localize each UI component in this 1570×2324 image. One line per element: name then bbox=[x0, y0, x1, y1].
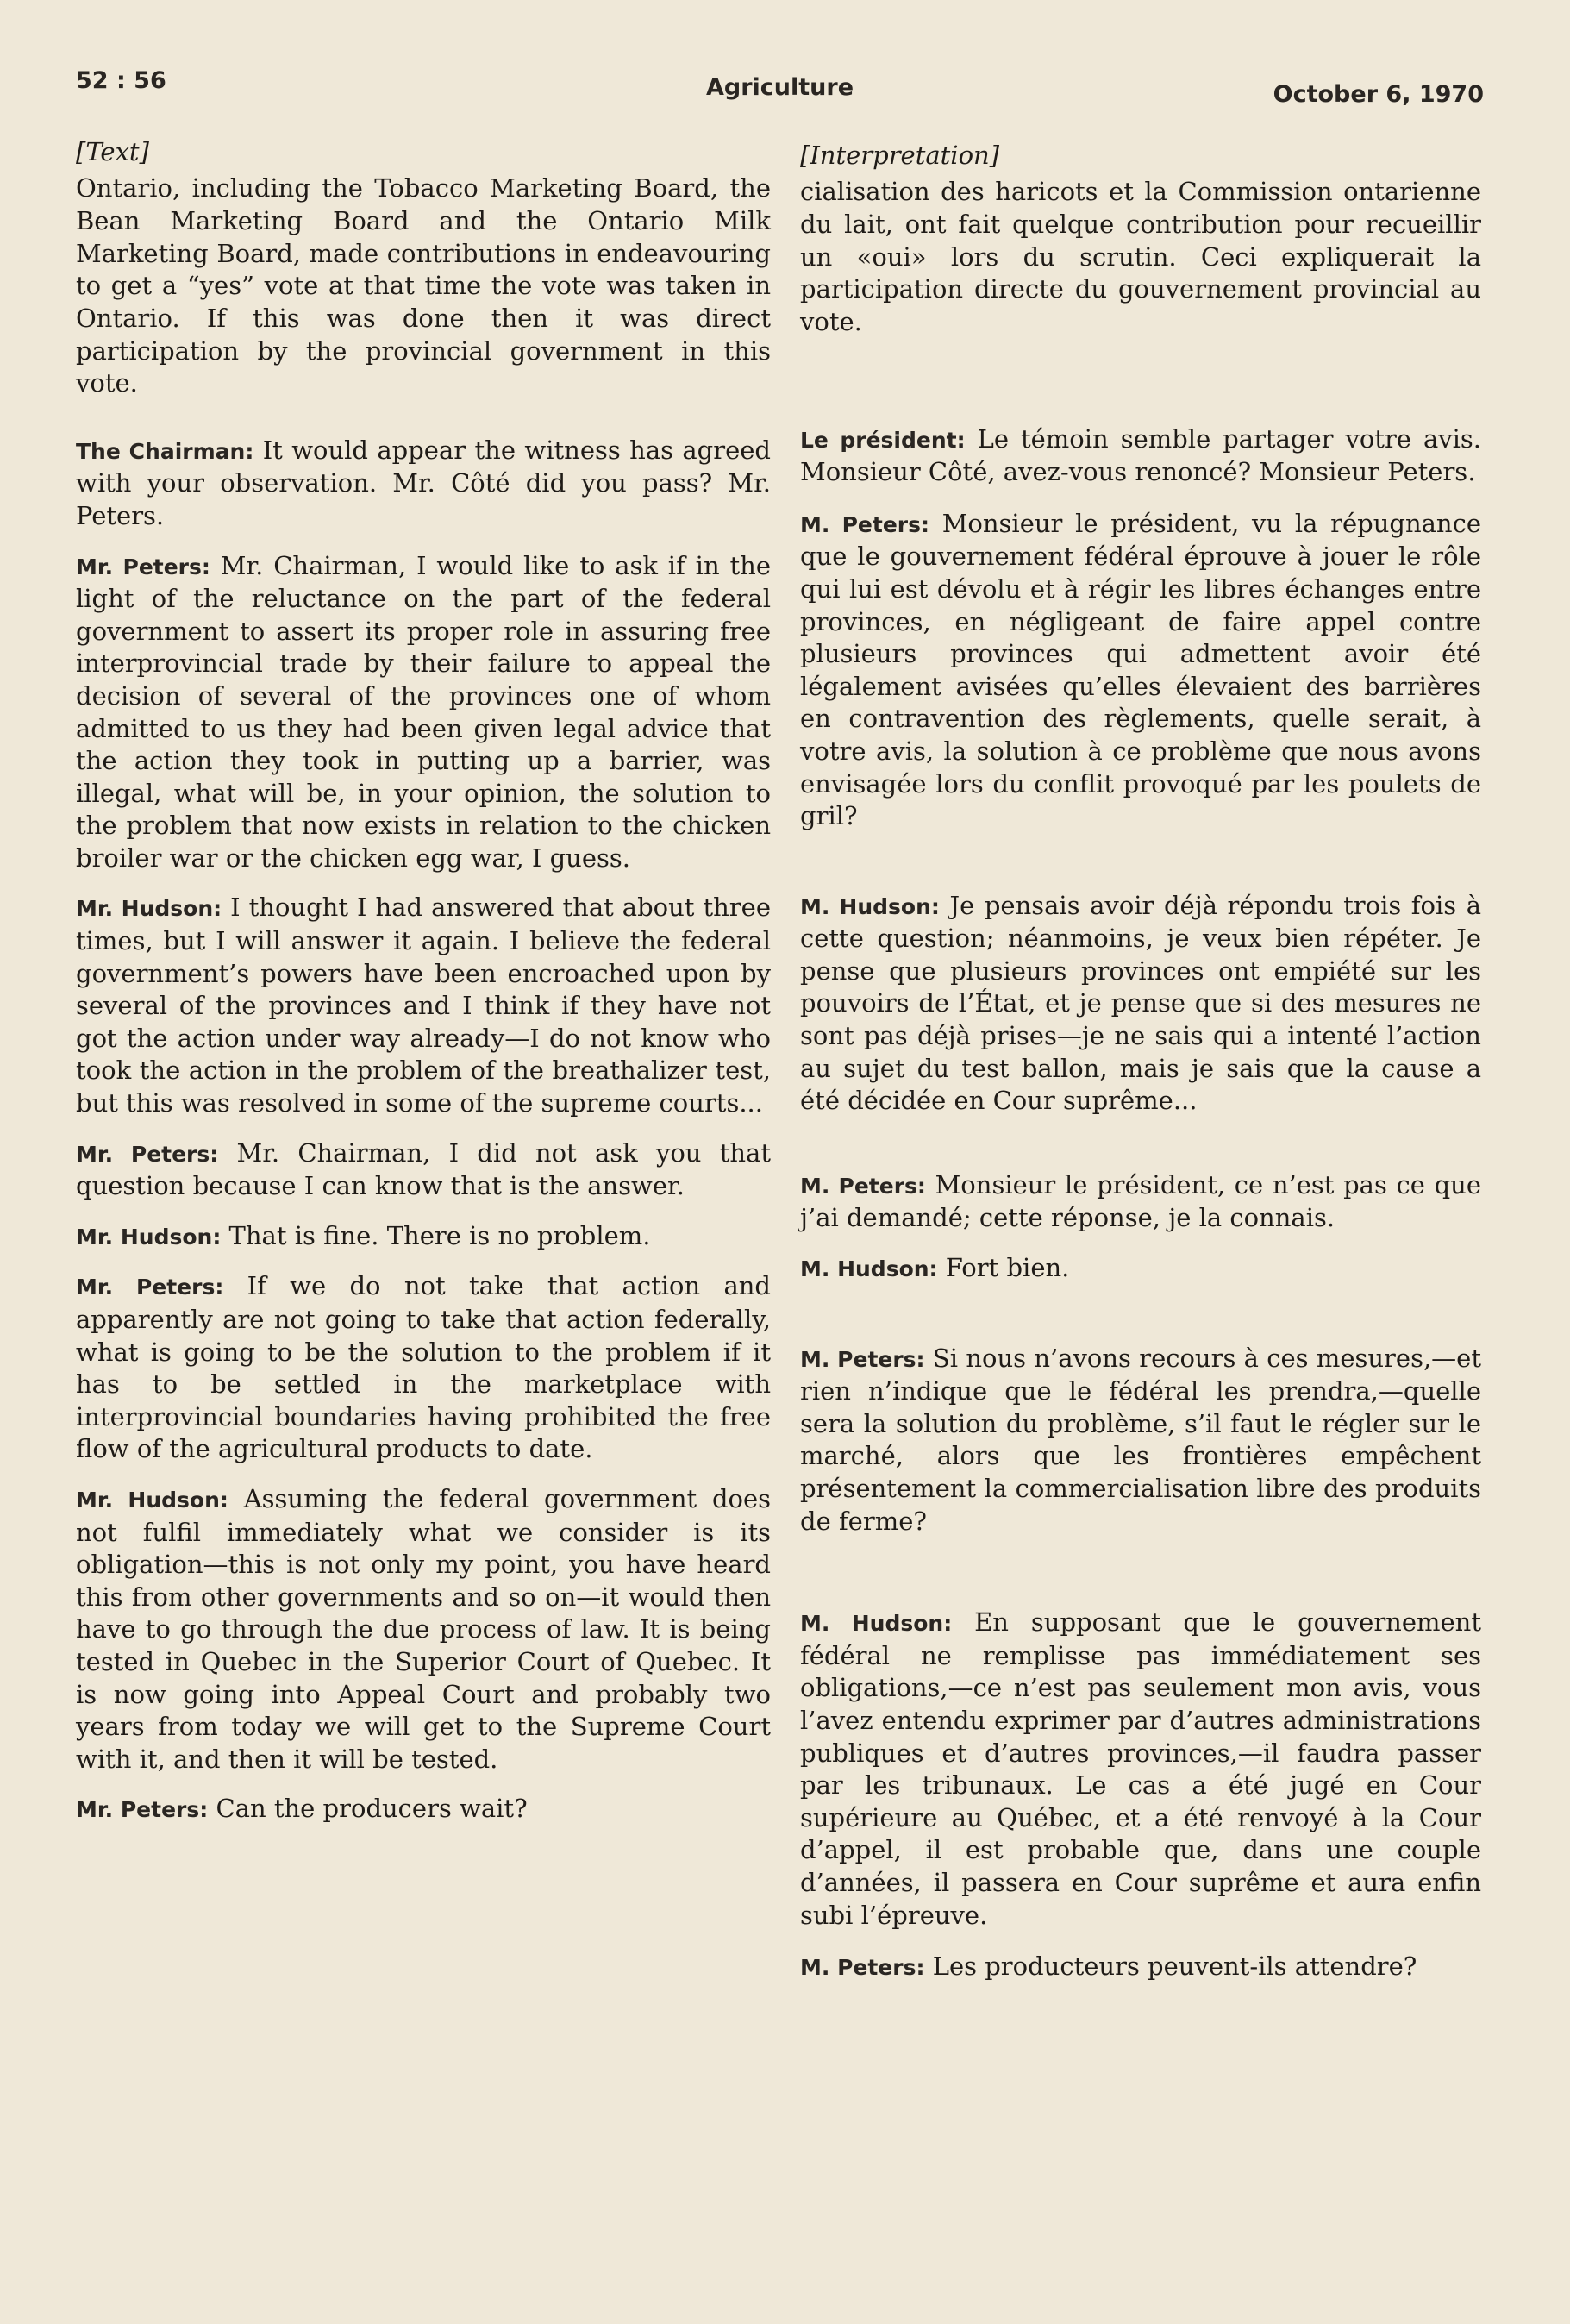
speaker-label: M. Peters: bbox=[800, 511, 929, 537]
paragraph bbox=[800, 508, 1481, 833]
paragraph bbox=[800, 1607, 1481, 1932]
paragraph-text: cialisation des haricots et la Commission ontarienne du lait, ont fait quelque contribution pour recueillir un «oui» lors du scrutin. Ceci expliquerait la participation directe du gouvernement provincial au vote. bbox=[800, 176, 1481, 336]
paragraph bbox=[800, 1951, 1481, 1984]
paragraph-text: Fort bien. bbox=[945, 1253, 1070, 1283]
speaker-label: M. Hudson: bbox=[800, 1611, 953, 1637]
speaker-label: Mr. Peters: bbox=[76, 1275, 224, 1300]
paragraph-text: Le témoin semble partager votre avis. Monsieur Côté, avez-vous renoncé? Monsieur Peters. bbox=[800, 423, 1481, 487]
speaker-label: Mr. Hudson: bbox=[76, 896, 222, 922]
paragraph bbox=[76, 172, 771, 400]
paragraph bbox=[800, 1169, 1481, 1235]
speaker-label: Le président: bbox=[800, 427, 966, 453]
paragraph-text: Je pensais avoir déjà répondu trois fois à cette question; néanmoins, je veux bien répéter. Je pense que plusieurs provinces ont empiété sur les pouvoirs de l’État, et je pense que si des mesures ne sont pas déjà prises—je ne sais qui a intenté l’action au sujet du test ballon, mais je sais que la cause a été décidée en Cour suprême... bbox=[800, 890, 1482, 1116]
paragraph bbox=[76, 892, 771, 1119]
page-number: 52 : 56 bbox=[76, 67, 166, 94]
column-heading-text: [Text] bbox=[76, 137, 149, 166]
paragraph-text: Monsieur le président, ce n’est pas ce que j’ai demandé; cette réponse, je la connais. bbox=[800, 1169, 1481, 1233]
speaker-label: Mr. Peters: bbox=[76, 1141, 219, 1167]
speaker-label: Mr. Peters: bbox=[76, 1797, 209, 1823]
paragraph-text: I thought I had answered that about three times, but I will answer it again. I believe the federal government’s powers have been encroached upon by several of the provinces and I think if they have not got the action under way already—I do not know who took the action in the problem of the breathalizer test, but this was resolved in some of the supreme courts... bbox=[76, 893, 771, 1118]
paragraph-text: Ontario, including the Tobacco Marketing Board, the Bean Marketing Board and the Ontario Milk Marketing Board, made contributions in endeavouring to get a “yes” vote at that time the vote was taken in Ontario. If this was done then it was direct participation by the provincial government in this vote. bbox=[76, 172, 771, 398]
paragraph bbox=[800, 423, 1481, 489]
running-header bbox=[76, 62, 1484, 108]
paragraph bbox=[800, 176, 1481, 339]
paragraph bbox=[76, 1220, 771, 1254]
paragraph bbox=[76, 435, 771, 533]
paragraph-text: Si nous n’avons recours à ces mesures,—et rien n’indique que le fédéral les prendra,—quelle sera la solution du problème, s’il faut le régler sur le marché, alors que les frontières empêchent présentement la commercialisation libre des produits de ferme? bbox=[800, 1343, 1481, 1536]
paragraph-text: It would appear the witness has agreed with your observation. Mr. Côté did you pass? Mr. Peters. bbox=[76, 435, 771, 530]
paragraph bbox=[76, 1793, 771, 1826]
sitting-date: October 6, 1970 bbox=[1273, 81, 1484, 108]
section-title: Agriculture bbox=[705, 74, 854, 101]
paragraph bbox=[76, 550, 771, 875]
paragraph-text: Les producteurs peuvent-ils attendre? bbox=[932, 1951, 1417, 1982]
speaker-label: M. Peters: bbox=[800, 1173, 926, 1199]
paragraph-text: Can the producers wait? bbox=[216, 1794, 528, 1824]
paragraph-text: Mr. Chairman, I did not ask you that question because I can know that is the answer. bbox=[76, 1137, 771, 1201]
paragraph bbox=[76, 1270, 771, 1466]
column-heading-interpretation: [Interpretation] bbox=[800, 141, 1000, 170]
paragraph bbox=[76, 1137, 771, 1203]
speaker-label: The Chairman: bbox=[76, 438, 254, 464]
speaker-label: M. Hudson: bbox=[800, 1256, 938, 1282]
paragraph bbox=[800, 1252, 1481, 1286]
speaker-label: Mr. Hudson: bbox=[76, 1224, 222, 1250]
speaker-label: M. Hudson: bbox=[800, 893, 940, 919]
speaker-label: Mr. Peters: bbox=[76, 554, 210, 579]
paragraph bbox=[800, 1343, 1481, 1538]
paragraph-text: Assuming the federal government does not fulfil immediately what we consider is its obligation—this is not only my point, you have heard this from other governments and so on—it would then have to go through the due process of law. It is being tested in Quebec in the Superior Court of Quebec. It is now going into Appeal Court and probably two years from today we will get to the Supreme Court with it, and then it will be tested. bbox=[76, 1483, 772, 1774]
paragraph-text: Mr. Chairman, I would like to ask if in the light of the reluctance on the part of the federal government to assert its proper role in assuring free interprovincial trade by their failure to appeal the decision of several of the provinces one of whom admitted to us they had been given legal advice that the action they took in putting up a barrier, was illegal, what will be, in your opinion, the solution to the problem that now exists in relation to the chicken broiler war or the chicken egg war, I guess. bbox=[76, 550, 771, 873]
paragraph bbox=[800, 890, 1481, 1118]
english-column bbox=[76, 136, 771, 1826]
paragraph bbox=[76, 1483, 771, 1776]
paragraph-text: If we do not take that action and apparently are not going to take that action federally, what is going to be the solution to the problem if it has to be settled in the marketplace with interprovincial boundaries having prohibited the free flow of the agricultural products to date. bbox=[76, 1271, 771, 1464]
speaker-label: Mr. Hudson: bbox=[76, 1487, 228, 1513]
paragraph-text: Monsieur le président, vu la répugnance que le gouvernement fédéral éprouve à jouer le rôle qui lui est dévolu et à régir les libres échanges entre provinces, en négligeant de faire appel contre plusieurs provinces qui admettent avoir été légalement avisées qu’elles élevaient des barrières en contravention des règlements, quelle serait, à votre avis, la solution à ce problème que nous avons envisagée lors du conflit provoqué par les poulets de gril? bbox=[800, 508, 1481, 831]
french-column bbox=[800, 140, 1481, 1984]
paragraph-text: En supposant que le gouvernement fédéral ne remplisse pas immédiatement ses obligations,—ce n’est pas seulement mon avis, vous l’avez entendu exprimer par d’autres administrations publiques et d’autres provinces,—il faudra passer par les tribunaux. Le cas a été jugé en Cour supérieure au Québec, et a été renvoyé à la Cour d’appel, il est probable que, dans une couple d’années, il passera en Cour suprême et aura enfin subi l’épreuve. bbox=[800, 1607, 1482, 1930]
speaker-label: M. Peters: bbox=[800, 1346, 925, 1372]
paragraph-text: That is fine. There is no problem. bbox=[228, 1220, 651, 1250]
speaker-label: M. Peters: bbox=[800, 1955, 925, 1981]
